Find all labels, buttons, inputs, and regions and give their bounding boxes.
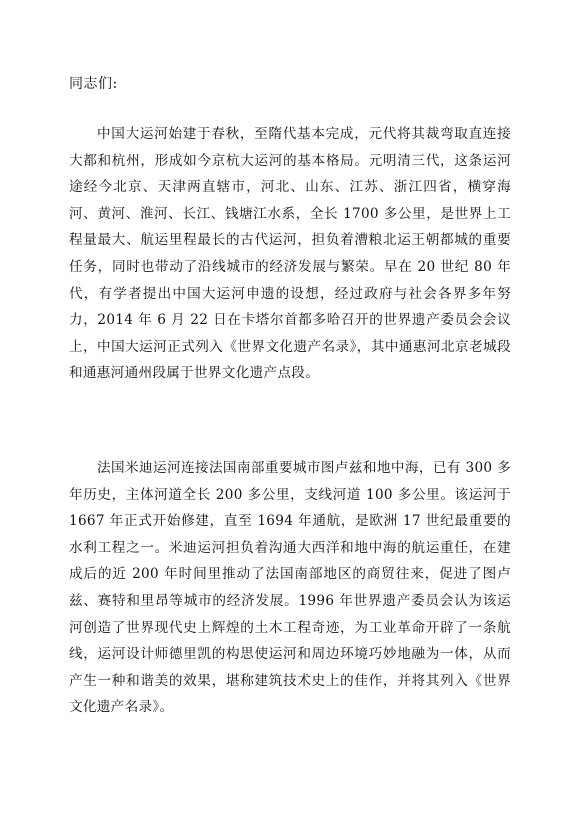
paragraph-grand-canal: 中国大运河始建于春秋，至隋代基本完成，元代将其裁弯取直连接大都和杭州，形成如今京杭大运河的基本格局。元明清三代，这条运河途经今北京、天津两直辖市，河北、山东、江苏、浙江四省，横穿海河、黄河、淮河、长江、钱塘江水系，全长 1700 多公里，是世界上工程量最大、航运里程最长的古代运河，担负着漕粮北运王朝都城的重要任务，同时也带动了沿线城市的经济发展与繁荣。早在 20 世纪 80 年代，有学者提出中国大运河申遗的设想，经过政府与社会各界多年努力，2014 年 6 月 22 日在卡塔尔首都多哈召开的世界遗产委员会会议上，中国大运河正式列入《世界文化遗产名录》，其中通惠河北京老城段和通惠河通州段属于世界文化遗产点段。 <box>69 126 511 382</box>
paragraph-canal-du-midi: 法国米迪运河连接法国南部重要城市图卢兹和地中海，已有 300 多年历史，主体河道全长 200 多公里，支线河道 100 多公里。该运河于 1667 年正式开始修建，直至 1694 年通航，是欧洲 17 世纪最重要的水利工程之一。米迪运河担负着沟通大西洋和地中海的航运重任，在建成后的近 200 年时间里推动了法国南部地区的商贸往来，促进了图卢兹、赛特和里昂等城市的经济发展。1996 年世界遗产委员会认为该运河创造了世界现代史上辉煌的土木工程奇迹，为工业革命开辟了一条航线，运河设计师德里凯的构思使运河和周边环境巧妙地融为一体，从而产生一种和谐美的效果，堪称建筑技术史上的佳作，并将其列入《世界文化遗产名录》。 <box>69 460 511 716</box>
salutation: 同志们: <box>69 76 118 92</box>
